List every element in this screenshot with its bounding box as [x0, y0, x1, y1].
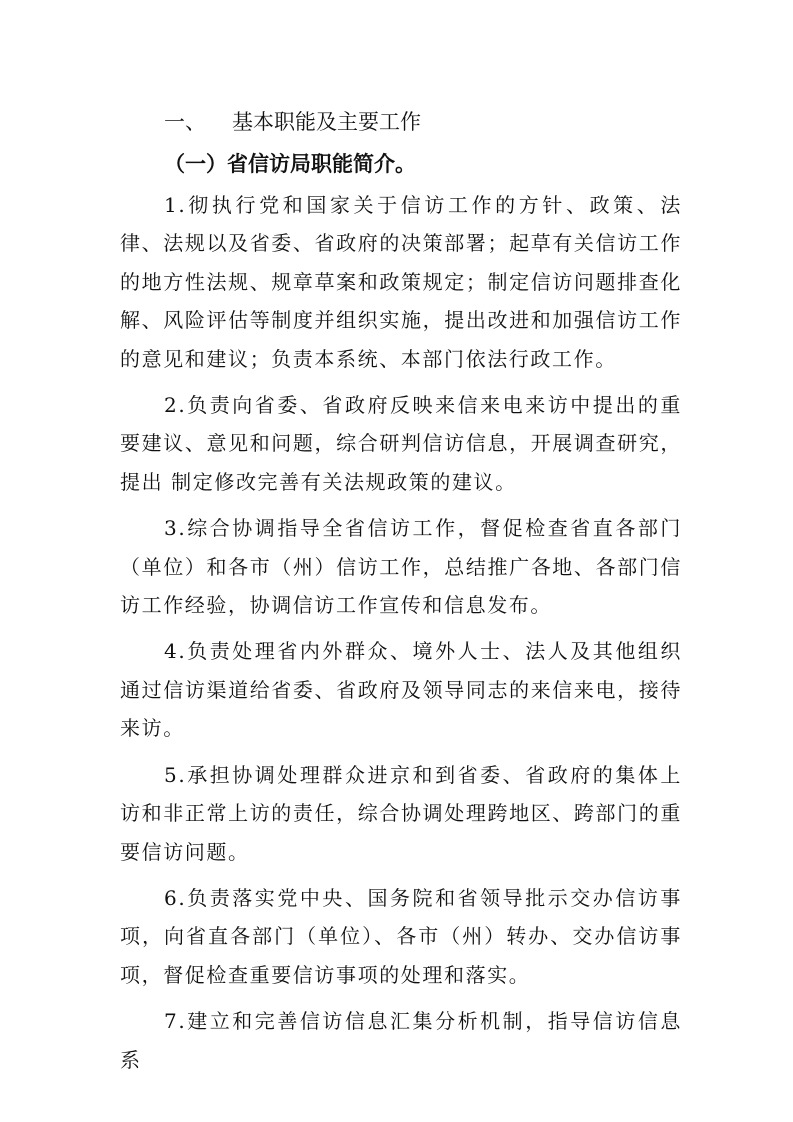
section-number: 一、 [164, 110, 206, 134]
paragraph-4: 4.负责处理省内外群众、境外人士、法人及其他组织通过信访渠道给省委、省政府及领导同志的来信来电，接待来访。 [120, 639, 682, 741]
section-title: 基本职能及主要工作 [232, 110, 421, 134]
paragraph-5: 5.承担协调处理群众进京和到省委、省政府的集体上访和非正常上访的责任，综合协调处理跨地区、跨部门的重要信访问题。 [120, 762, 682, 864]
paragraph-7: 7.建立和完善信访信息汇集分析机制，指导信访信息系 [120, 1009, 682, 1072]
section-heading [164, 106, 421, 138]
subsection-heading: （一）省信访局职能简介。 [164, 151, 416, 176]
paragraph-3: 3.综合协调指导全省信访工作，督促检查省直各部门（单位）和各市（州）信访工作，总结推广各地、各部门信访工作经验，协调信访工作宣传和信息发布。 [120, 516, 682, 618]
paragraph-1: 1.彻执行党和国家关于信访工作的方针、政策、法律、法规以及省委、省政府的决策部署；起草有关信访工作的地方性法规、规章草案和政策规定；制定信访问题排查化解、风险评估等制度并组织实施，提出改进和加强信访工作的意见和建议；负责本系统、本部门依法行政工作。 [120, 193, 682, 371]
paragraph-2: 2.负责向省委、省政府反映来信来电来访中提出的重要建议、意见和问题，综合研判信访信息，开展调查研究，提出 制定修改完善有关法规政策的建议。 [120, 393, 682, 494]
body-text [120, 186, 682, 1087]
paragraph-6: 6.负责落实党中央、国务院和省领导批示交办信访事项，向省直各部门（单位）、各市（州）转办、交办信访事项，督促检查重要信访事项的处理和落实。 [120, 885, 682, 987]
